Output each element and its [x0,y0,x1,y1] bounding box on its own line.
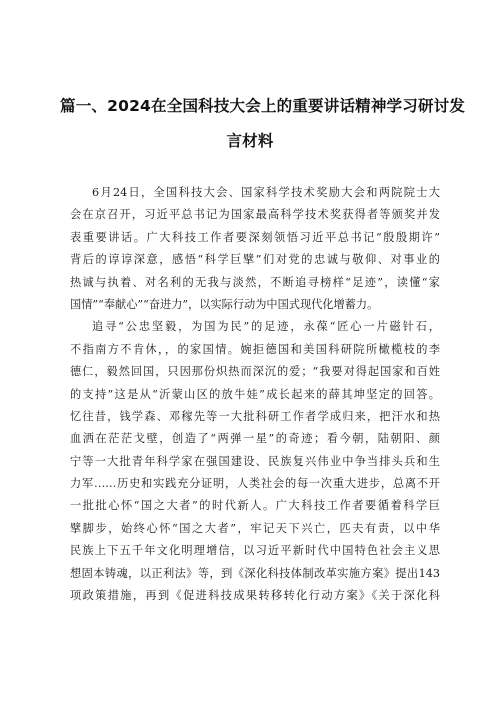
paragraph-2-line-7: 宁等一大批青年科学家在强国建设、民族复兴伟业中争当排头兵和生 [70,454,440,468]
paragraph-2-line-3: 德仁，毅然回国，只因那份炽热而深沉的爱；“我要对得起国家和百姓 [70,365,440,379]
paragraph-2-line-10: 擘脚步，始终心怀“国之大者”，牢记天下兴亡，匹夫有责，以中华 [70,521,440,535]
paragraph-1-line-3: 表重要讲话。广大科技工作者要深刻领悟习近平总书记“殷殷期许” [70,230,440,244]
paragraph-1-line-6: 国情”“奉献心”“奋进力”，以实际行动为中国式现代化增蓄力。 [70,297,379,311]
paragraph-1-line-5: 热诚与执着、对名利的无我与淡然，不断追寻榜样“足迹”，读懂“家 [70,275,440,289]
paragraph-2-line-9: 一批批心怀“国之大者”的时代新人。广大科技工作者要循着科学巨 [70,499,440,513]
paragraph-2-line-12: 想固本铸魂，以正利法》等，到《深化科技体制改革实施方案》提出143 [70,566,440,580]
document-title-line-2: 言材料 [226,132,274,150]
paragraph-2-line-8: 力军……历史和实践充分证明，人类社会的每一次重大进步，总离不开 [70,477,440,491]
document-title-line-1: 篇一、2024在全国科技大会上的重要讲话精神学习研讨发 [60,97,466,115]
paragraph-2-line-11: 民族上下五千年文化明理增信，以习近平新时代中国特色社会主义思 [70,544,440,558]
paragraph-2-line-2: 不指南方不肯休，，的家国情。婉拒德国和美国科研院所橄榄枝的李 [70,342,440,356]
paragraph-2-line-1: 追寻“公忠坚毅，为国为民”的足迹，永葆“匠心一片磁针石， [92,320,440,334]
paragraph-1-line-4: 背后的谆谆深意，感悟“科学巨擘”们对党的忠诚与敬仰、对事业的 [70,253,440,267]
paragraph-2-line-5: 忆往昔，钱学森、邓稼先等一大批科研工作者学成归来，把汗水和热 [70,409,440,423]
paragraph-2-line-6: 血洒在茫茫戈壁，创造了“两弹一星”的奇迹；看今朝，陆朝阳、颜 [70,432,440,446]
document-body [70,182,440,607]
paragraph-2-line-13: 项政策措施，再到《促进科技成果转移转化行动方案》《关于深化科 [70,589,440,603]
paragraph-1-line-1: 6月24日，全国科技大会、国家科学技术奖励大会和两院院士大 [92,186,440,199]
paragraph-1-line-2: 会在京召开，习近平总书记为国家最高科学技术奖获得者等颁奖并发 [70,208,440,222]
paragraph-2-line-4: 的支持”这是从“沂蒙山区的放牛娃”成长起来的薛其坤坚定的回答。 [70,387,440,401]
